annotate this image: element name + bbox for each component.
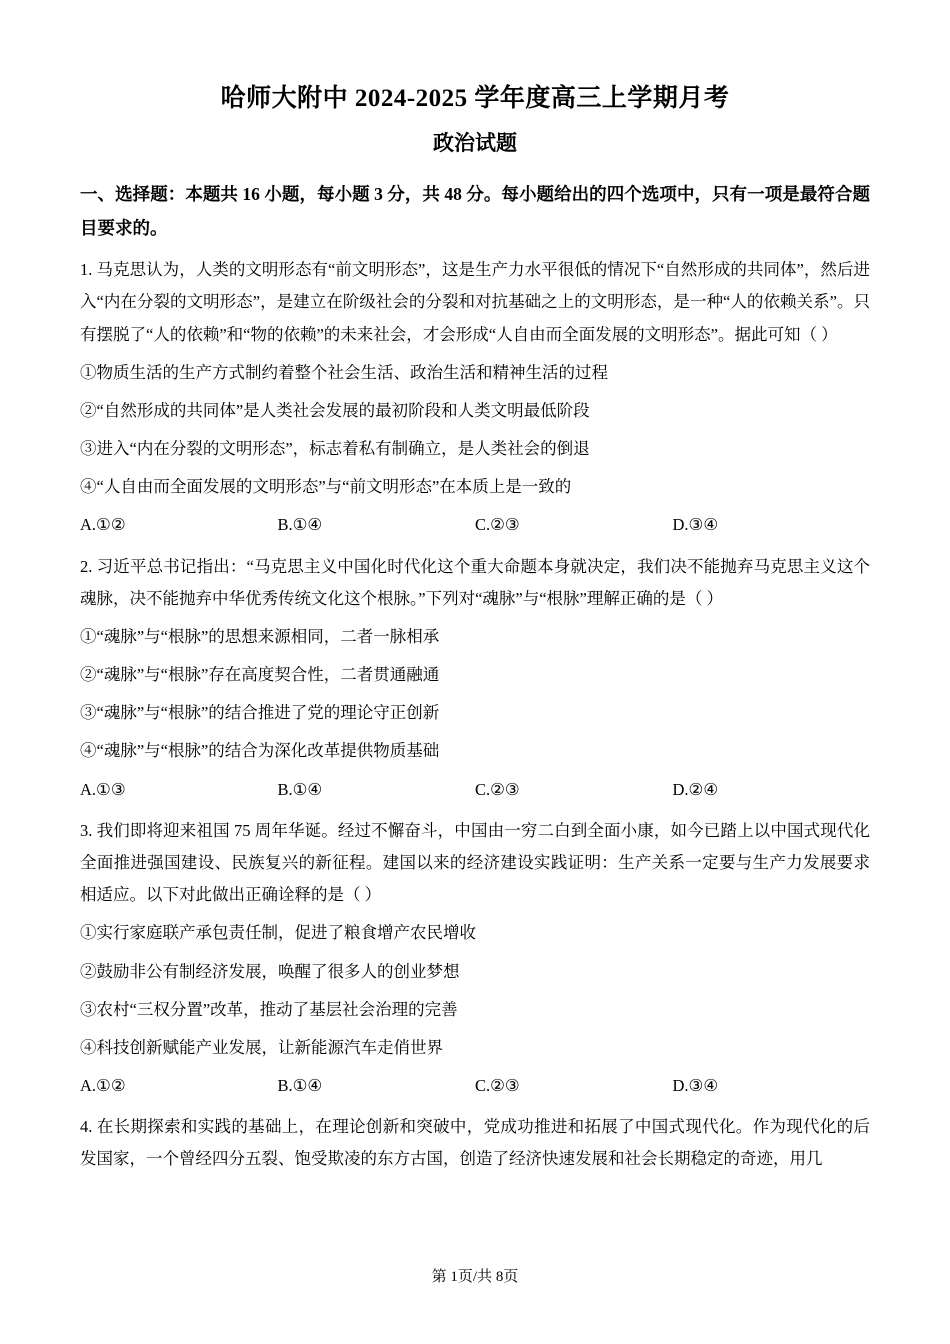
question-stem: 4. 在长期探索和实践的基础上，在理论创新和突破中，党成功推进和拓展了中国式现代化。作为现代化的后发国家，一个曾经四分五裂、饱受欺凌的东方古国，创造了经济快速发展和社会长期稳定的奇迹，用几 (80, 1117, 870, 1169)
question-option: ①“魂脉”与“根脉”的思想来源相同，二者一脉相承 (80, 626, 440, 646)
question-option: ②“魂脉”与“根脉”存在高度契合性，二者贯通融通 (80, 665, 440, 685)
choice-b: B.①④ (277, 1076, 323, 1096)
section-heading: 一、选择题：本题共 16 小题，每小题 3 分，共 48 分。每小题给出的四个选项中，只有一项是最符合题目要求的。 (80, 184, 870, 239)
question-option: ①实行家庭联产承包责任制，促进了粮食增产农民增收 (80, 923, 476, 943)
question-option: ③农村“三权分置”改革，推动了基层社会治理的完善 (80, 999, 458, 1019)
page-footer: 第 1页/共 8页 (431, 1269, 519, 1285)
question-stem: 3. 我们即将迎来祖国 75 周年华诞。经过不懈奋斗，中国由一穷二白到全面小康，如今已踏上以中国式现代化全面推进强国建设、民族复兴的新征程。建国以来的经济建设实践证明：生产关系一定要与生产力发展要求相适应。以下对此做出正确诠释的是（ ） (80, 820, 870, 905)
question-option: ③进入“内在分裂的文明形态”，标志着私有制确立，是人类社会的倒退 (80, 439, 590, 459)
question-choices (80, 509, 870, 541)
choice-c: C.②③ (475, 779, 520, 799)
question-option: ②“自然形成的共同体”是人类社会发展的最初阶段和人类文明最低阶段 (80, 400, 590, 420)
question-choices (80, 774, 870, 806)
question-option: ④“人自由而全面发展的文明形态”与“前文明形态”在本质上是一致的 (80, 477, 572, 497)
choice-c: C.②③ (475, 1076, 520, 1096)
question-option: ④“魂脉”与“根脉”的结合为深化改革提供物质基础 (80, 741, 440, 761)
question-option: ①物质生活的生产方式制约着整个社会生活、政治生活和精神生活的过程 (80, 362, 608, 382)
choice-a: A.①③ (80, 779, 126, 799)
choice-d: D.③④ (672, 515, 719, 535)
question-option: ③“魂脉”与“根脉”的结合推进了党的理论守正创新 (80, 703, 440, 723)
question-stem: 1. 马克思认为，人类的文明形态有“前文明形态”，这是生产力水平很低的情况下“自然形成的共同体”，然后进入“内在分裂的文明形态”，是建立在阶级社会的分裂和对抗基础之上的文明形态，是一种“人的依赖关系”。只有摆脱了“人的依赖”和“物的依赖”的未来社会，才会形成“人自由而全面发展的文明形态”。据此可知（ ） (80, 260, 870, 344)
choice-d: D.③④ (672, 1076, 719, 1096)
choice-b: B.①④ (277, 515, 323, 535)
choice-a: A.①② (80, 515, 126, 535)
question-option: ②鼓励非公有制经济发展，唤醒了很多人的创业梦想 (80, 961, 460, 981)
page-subtitle: 政治试题 (433, 130, 517, 155)
page-title: 哈师大附中 2024-2025 学年度高三上学期月考 (220, 85, 730, 112)
question-option: ④科技创新赋能产业发展，让新能源汽车走俏世界 (80, 1037, 443, 1057)
choice-c: C.②③ (475, 515, 520, 535)
choice-d: D.②④ (672, 779, 719, 799)
question-stem: 2. 习近平总书记指出：“马克思主义中国化时代化这个重大命题本身就决定，我们决不能抛弃马克思主义这个魂脉，决不能抛弃中华优秀传统文化这个根脉。”下列对“魂脉”与“根脉”理解正确的是（ ） (80, 556, 870, 608)
choice-b: B.①④ (277, 779, 323, 799)
question-choices (80, 1070, 870, 1102)
choice-a: A.①② (80, 1076, 126, 1096)
